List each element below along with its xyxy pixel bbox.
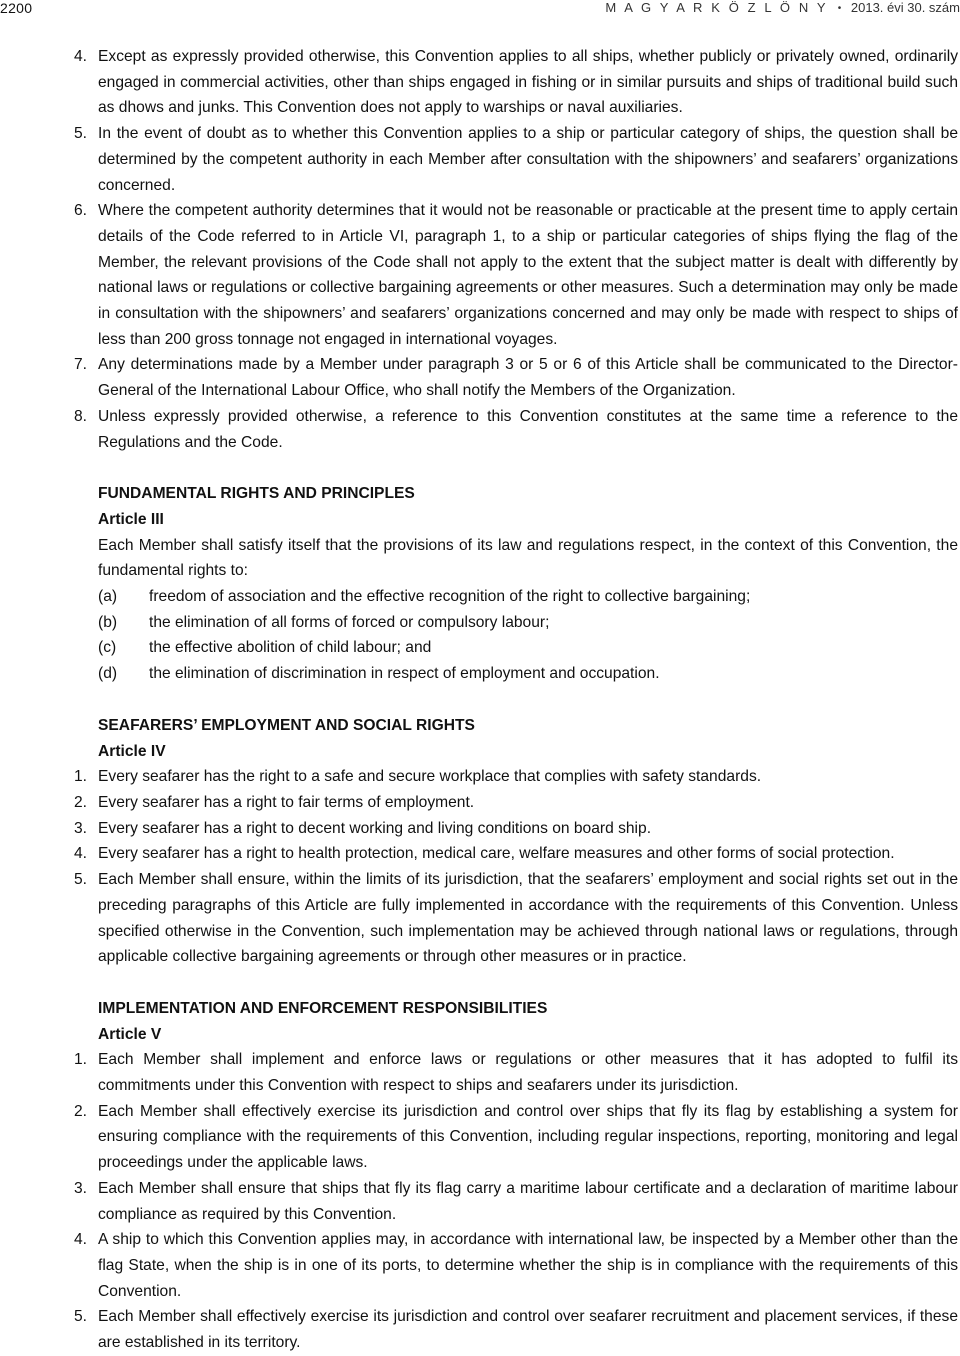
sub-item-letter: (d) bbox=[98, 665, 118, 683]
list-item bbox=[0, 867, 958, 970]
item-text: Each Member shall effectively exercise its jurisdiction and control over ships that fly its flag by establishing a system for ensuring compliance with the requirements of this Convention, including regular inspections, reporting, monitoring and legal proceedings under the applicable laws. bbox=[98, 1102, 958, 1172]
item-text: Every seafarer has a right to fair terms of employment. bbox=[98, 793, 475, 811]
item-number: 1. bbox=[74, 768, 88, 786]
sub-item-letter: (a) bbox=[98, 588, 118, 606]
list-item bbox=[0, 841, 958, 867]
sub-item-text: the elimination of all forms of forced or compulsory labour; bbox=[149, 613, 550, 631]
running-head bbox=[605, 0, 960, 15]
section-fundamental-rights bbox=[0, 481, 958, 687]
item-text: Where the competent authority determines that it would not be reasonable or practicable at the present time to apply certain details of the Code referred to in Article VI, paragraph 1, to a ship or particular categories of ships flying the flag of the Member, the relevant provisions of the Code shall not apply to the extent that the subject matter is dealt with differently by national laws or regulations or collective bargaining agreements or other measures. Such a determination may only be made in consultation with the shipowners’ and seafarers’ organizations concerned and may only be made with respect to ships of less than 200 gross tonnage not engaged in international voyages. bbox=[98, 202, 958, 348]
section-heading: IMPLEMENTATION AND ENFORCEMENT RESPONSIBILITIES bbox=[98, 999, 548, 1017]
section-spacer bbox=[0, 687, 958, 713]
section-spacer bbox=[0, 970, 958, 996]
list-item bbox=[0, 352, 958, 403]
article-title: Article IV bbox=[98, 742, 166, 760]
list-item bbox=[0, 1047, 958, 1098]
list-item bbox=[0, 790, 958, 816]
bullet-separator: • bbox=[837, 3, 842, 14]
list-item bbox=[0, 44, 958, 121]
list-item bbox=[0, 121, 958, 198]
list-item bbox=[0, 404, 958, 455]
item-text: Each Member shall ensure that ships that fly its flag carry a maritime labour certificate and a declaration of maritime labour compliance as required by this Convention. bbox=[98, 1179, 958, 1223]
list-item bbox=[0, 198, 958, 352]
item-text: Every seafarer has a right to health protection, medical care, welfare measures and other forms of social protection. bbox=[98, 845, 895, 863]
sub-item-text: the effective abolition of child labour; and bbox=[149, 639, 432, 657]
sub-item-letter: (c) bbox=[98, 639, 117, 657]
item-number: 4. bbox=[74, 48, 88, 65]
item-text: Every seafarer has the right to a safe and secure workplace that complies with safety standards. bbox=[98, 768, 762, 786]
gazette-name: M A G Y A R K Ö Z L Ö N Y bbox=[605, 0, 829, 15]
item-text: Each Member shall implement and enforce laws or regulations or other measures that it has adopted to fulfil its commitments under this Convention with respect to ships and seafarers under its jurisdiction. bbox=[98, 1051, 958, 1095]
sub-item-letter: (b) bbox=[98, 613, 118, 631]
article-title: Article V bbox=[98, 1025, 162, 1043]
sub-item bbox=[0, 610, 958, 636]
article-intro: Each Member shall satisfy itself that the provisions of its law and regulations respect, in the context of this Convention, the fundamental rights to: bbox=[98, 536, 958, 580]
item-number: 5. bbox=[74, 1308, 88, 1326]
sub-item-text: the elimination of discrimination in respect of employment and occupation. bbox=[149, 665, 660, 683]
sub-item bbox=[0, 635, 958, 661]
item-number: 1. bbox=[74, 1051, 88, 1069]
page-number: 2200 bbox=[0, 0, 33, 16]
item-text: Except as expressly provided otherwise, this Convention applies to all ships, whether publicly or privately owned, ordinarily engaged in commercial activities, other than ships engaged in fishing or in similar pursuits and ships of traditional build such as dhows and junks. This Convention does not apply to warships or naval auxiliaries. bbox=[98, 48, 958, 117]
section-spacer bbox=[0, 455, 958, 481]
issue-label: 2013. évi 30. szám bbox=[850, 0, 960, 15]
list-item bbox=[0, 1099, 958, 1176]
item-number: 8. bbox=[74, 407, 88, 425]
item-number: 3. bbox=[74, 1179, 88, 1197]
article-title: Article III bbox=[98, 510, 164, 528]
list-item bbox=[0, 816, 958, 842]
list-item bbox=[0, 764, 958, 790]
item-text: Any determinations made by a Member under paragraph 3 or 5 or 6 of this Article shall be communicated to the Director-General of the International Labour Office, who shall notify the Members of the Organization. bbox=[98, 356, 958, 400]
page-header bbox=[0, 0, 960, 20]
item-number: 4. bbox=[74, 1231, 88, 1249]
item-number: 7. bbox=[74, 356, 88, 374]
item-number: 6. bbox=[74, 202, 88, 220]
section-heading: FUNDAMENTAL RIGHTS AND PRINCIPLES bbox=[98, 485, 415, 503]
document-body bbox=[0, 44, 958, 1356]
section-implementation bbox=[0, 996, 958, 1356]
item-text: Every seafarer has a right to decent working and living conditions on board ship. bbox=[98, 819, 652, 837]
sub-item bbox=[0, 661, 958, 687]
item-number: 5. bbox=[74, 871, 88, 889]
sub-item bbox=[0, 584, 958, 610]
sub-item-text: freedom of association and the effective recognition of the right to collective bargaining; bbox=[149, 588, 751, 606]
item-text: In the event of doubt as to whether this Convention applies to a ship or particular category of ships, the question shall be determined by the competent authority in each Member after consultation with the shipowners’ and seafarers’ organizations concerned. bbox=[98, 125, 958, 194]
item-text: Unless expressly provided otherwise, a reference to this Convention constitutes at the same time a reference to the Regulations and the Code. bbox=[98, 407, 958, 451]
section-seafarers-rights bbox=[0, 713, 958, 970]
list-item bbox=[0, 1304, 958, 1355]
item-number: 4. bbox=[74, 845, 88, 863]
item-number: 3. bbox=[74, 819, 88, 837]
item-number: 2. bbox=[74, 793, 88, 811]
item-number: 5. bbox=[74, 125, 88, 143]
article-2-continued bbox=[0, 44, 958, 455]
section-heading: SEAFARERS’ EMPLOYMENT AND SOCIAL RIGHTS bbox=[98, 716, 475, 734]
list-item bbox=[0, 1227, 958, 1304]
item-text: Each Member shall ensure, within the limits of its jurisdiction, that the seafarers’ employment and social rights set out in the preceding paragraphs of this Article are fully implemented in accordance with the requirements of this Convention. Unless specified otherwise in the Convention, such implementation may be achieved through national laws or regulations, through applicable collective bargaining agreements or through other measures or in practice. bbox=[98, 871, 958, 966]
item-text: A ship to which this Convention applies may, in accordance with international law, be inspected by a Member other than the flag State, when the ship is in one of its ports, to determine whether the ship is in compliance with the requirements of this Convention. bbox=[98, 1231, 958, 1300]
item-text: Each Member shall effectively exercise its jurisdiction and control over seafarer recruitment and placement services, if these are established in its territory. bbox=[98, 1308, 958, 1352]
list-item bbox=[0, 1176, 958, 1227]
item-number: 2. bbox=[74, 1102, 88, 1120]
